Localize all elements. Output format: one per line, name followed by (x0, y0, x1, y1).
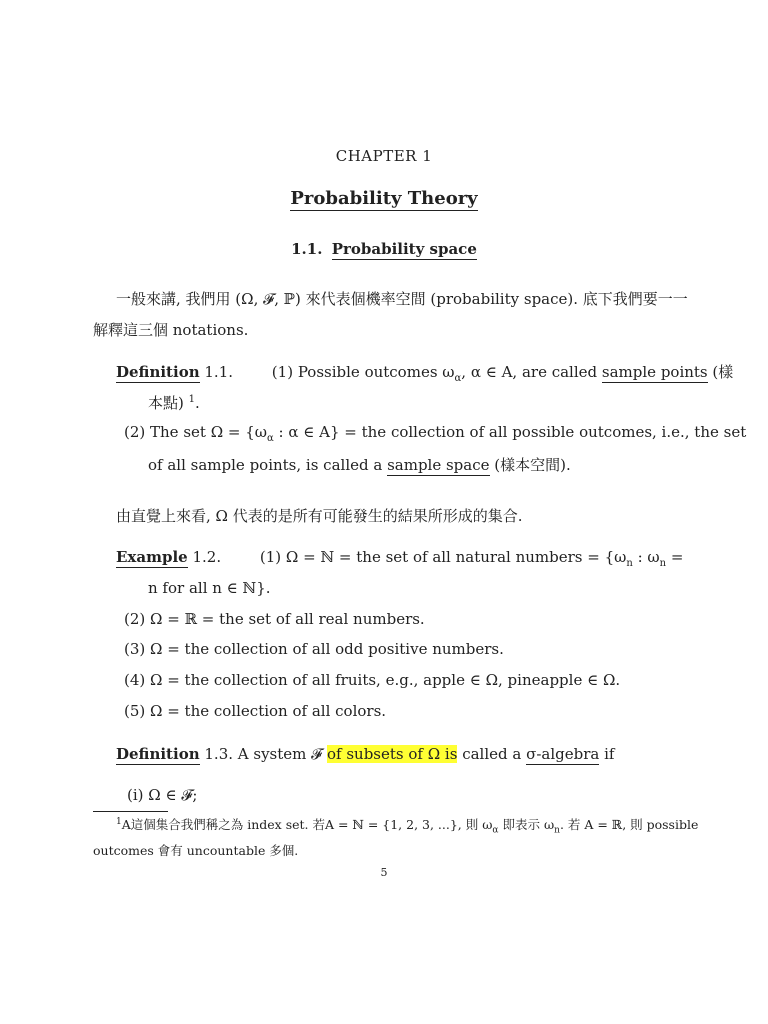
ex12-item-3: (3) Ω = the collection of all odd positive numbers. (124, 640, 504, 658)
ex12-item-4: (4) Ω = the collection of all fruits, e.g., apple ∈ Ω, pineapple ∈ Ω. (124, 671, 621, 689)
term-sample-points: sample points (601, 363, 708, 381)
term-sigma-algebra: σ-algebra (526, 745, 600, 763)
def11-item1-end: . (195, 394, 200, 412)
section-heading (0, 240, 768, 258)
intro-line-1: 一般來講, 我們用 (Ω, 𝓕, ℙ) 來代表個機率空間 (probability space). 底下我們要一一 (116, 290, 688, 308)
definition-1-1-line-2 (148, 392, 200, 413)
highlighted-text[interactable]: of subsets of Ω is (327, 745, 458, 763)
definition-number-2: 1.3. (204, 745, 234, 763)
def11-item2-line2-post: (樣本空間). (489, 456, 571, 474)
page-title (0, 188, 768, 209)
def13-item-1: (i) Ω ∈ 𝓕; (127, 786, 198, 804)
def13-post: if (599, 745, 615, 763)
footnote-text-b: 即表示 ω (498, 817, 555, 832)
definition-1-3-line (116, 745, 614, 763)
ex12-item1-mid: : ω (632, 548, 660, 566)
example-1-2-line-1 (116, 548, 683, 569)
ex12-item1-sub-a: n (626, 558, 633, 569)
ex12-item1-end: = (666, 548, 684, 566)
section-title: Probability space (331, 240, 477, 258)
term-sample-space: sample space (387, 456, 490, 474)
example-number: 1.2. (192, 548, 222, 566)
def11-item1-sub: α (454, 373, 462, 384)
footnote-sub-1: α (492, 825, 499, 836)
footnote-mark: 1 (116, 816, 122, 827)
def11-item2-post: : α ∈ A} = the collection of all possible outcomes, i.e., the set (273, 423, 747, 441)
chapter-label: CHAPTER 1 (335, 147, 433, 165)
def11-item2-pre: (2) The set Ω = {ω (124, 423, 268, 441)
page-number: 5 (380, 866, 388, 879)
ex12-item1-line2: n for all n ∈ ℕ}. (148, 579, 271, 597)
definition-label: Definition (116, 363, 200, 381)
definition-label-2: Definition (116, 745, 200, 763)
ex12-item1-sub-b: n (659, 558, 667, 569)
ex12-item-5: (5) Ω = the collection of all colors. (124, 702, 387, 720)
ex12-item1-line1: (1) Ω = ℕ = the set of all natural numbers = {ω (259, 548, 627, 566)
def11-item1-line2: 本點) (148, 394, 189, 412)
intuition-line: 由直覺上來看, Ω 代表的是所有可能發生的結果所形成的集合. (116, 507, 523, 525)
definition-number: 1.1. (204, 363, 234, 381)
definition-1-1-line-4 (148, 454, 571, 475)
footnote-text-a: A這個集合我們稱之為 index set. 若A = ℕ = {1, 2, 3, ...}, 則 ω (121, 817, 493, 832)
def13-mid: called a (457, 745, 527, 763)
footnote-rule (93, 811, 168, 812)
intro-line-2: 解釋這三個 notations. (93, 321, 249, 339)
def11-item2-sub: α (267, 433, 274, 444)
section-number: 1.1. (291, 240, 323, 258)
footnote-ref-1[interactable]: 1 (188, 394, 195, 405)
def11-item1-pre: (1) Possible outcomes ω (271, 363, 455, 381)
title-text: Probability Theory (290, 188, 478, 209)
definition-1-1-line-3 (124, 423, 746, 444)
example-label: Example (116, 548, 188, 566)
def11-item1-mid: , α ∈ A, are called (461, 363, 602, 381)
def11-item1-post: (樣 (707, 363, 734, 381)
def11-item2-line2-pre: of all sample points, is called a (148, 456, 388, 474)
footnote-text-c: . 若 A = ℝ, 則 possible (559, 817, 699, 832)
ex12-item-2: (2) Ω = ℝ = the set of all real numbers. (124, 610, 425, 628)
definition-1-1-line-1 (116, 361, 733, 384)
footnote-sub-2: n (554, 825, 560, 836)
footnote-line-2: outcomes 會有 uncountable 多個. (93, 843, 299, 858)
footnote-line-1 (116, 815, 698, 836)
def13-pre: A system 𝓕 (233, 745, 327, 763)
